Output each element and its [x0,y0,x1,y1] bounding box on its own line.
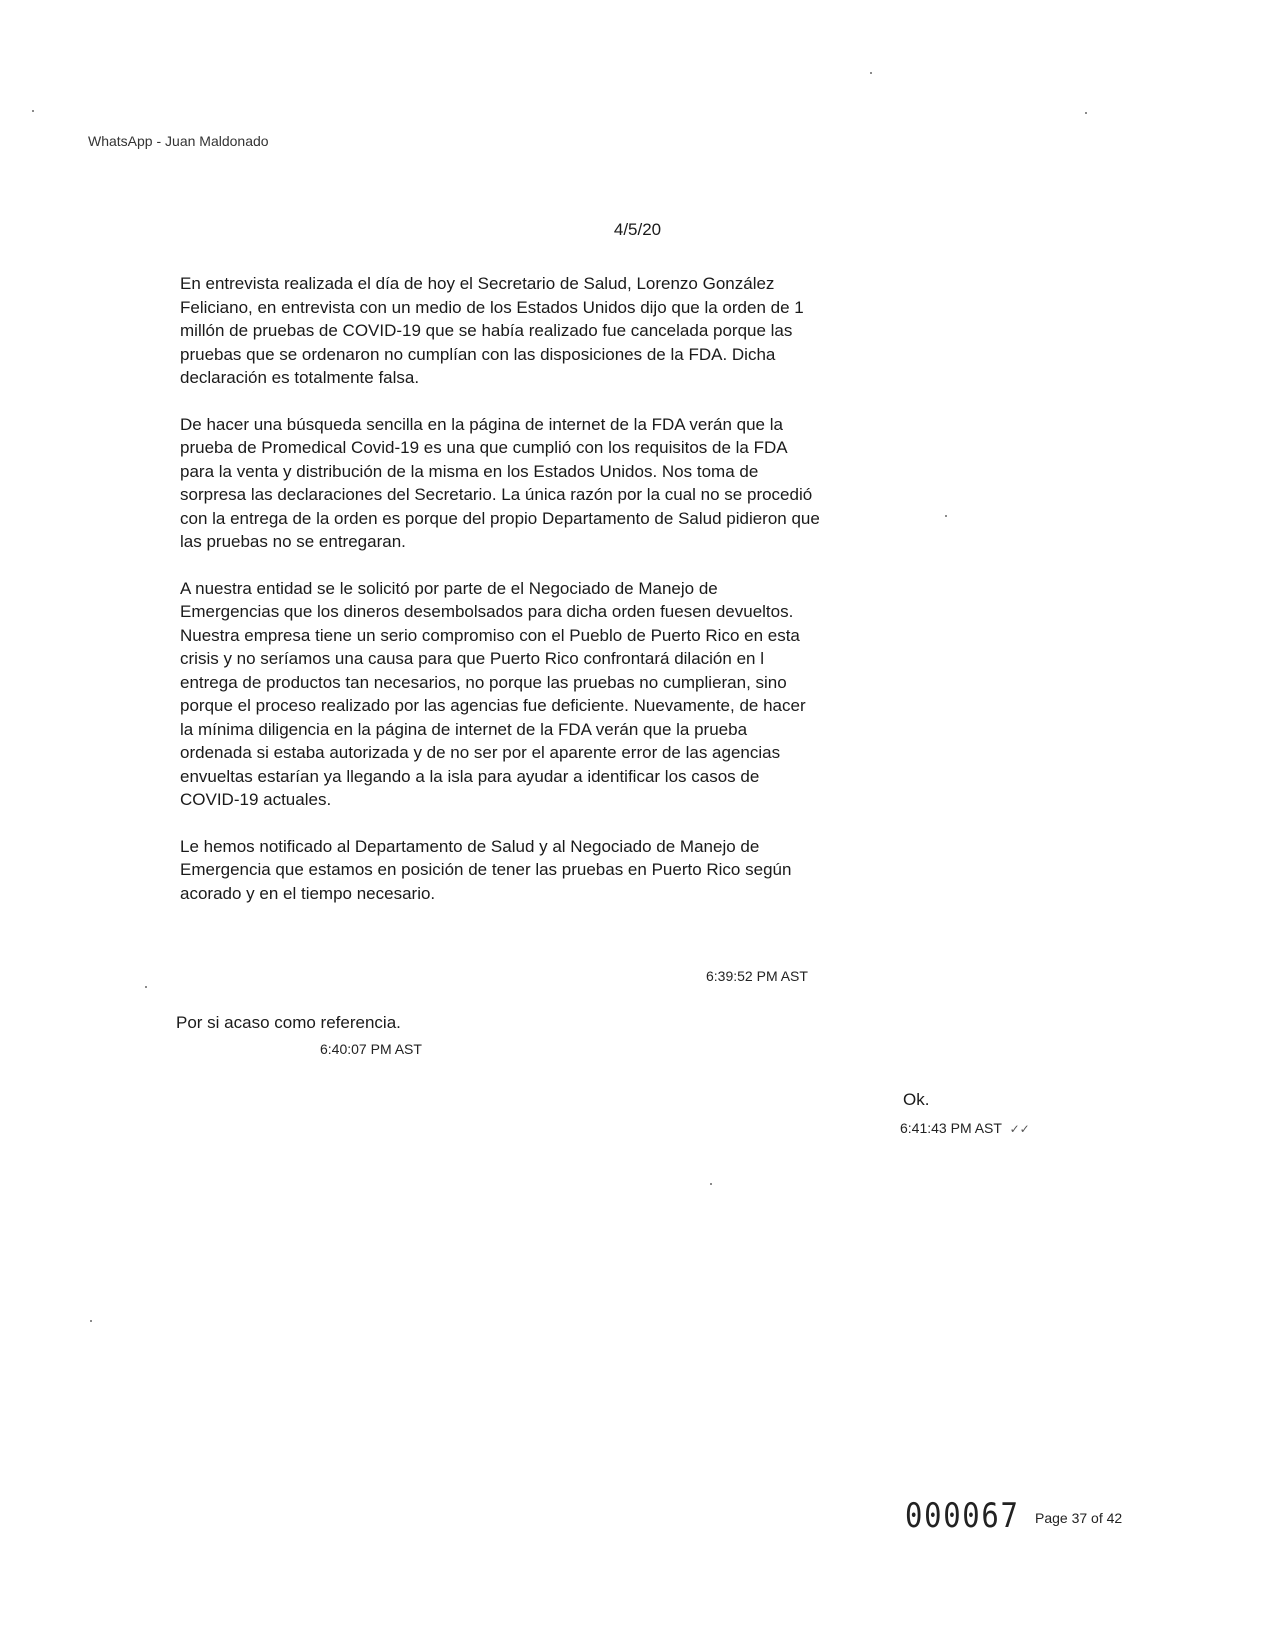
double-check-icon: ✓✓ [1009,1122,1030,1136]
bates-number: 000067 [905,1496,1020,1536]
message-timestamp: 6:39:52 PM AST [706,968,808,984]
incoming-message-long [180,272,820,928]
scan-speck [710,1183,712,1185]
scan-speck [90,1320,92,1322]
page-number: Page 37 of 42 [1035,1510,1123,1526]
scan-speck [145,986,147,988]
message-timestamp-row [900,1120,1030,1136]
message-paragraph: De hacer una búsqueda sencilla en la página de internet de la FDA verán que la prueba de Promedical Covid-19 es una que cumplió con los requisitos de la FDA para la venta y distribución de la misma en los Estados Unidos. Nos toma de sorpresa las declaraciones del Secretario. La única razón por la cual no se procedió con la entrega de la orden es porque del propio Departamento de Salud pidieron que las pruebas no se entregaran. [180,414,820,551]
message-timestamp: 6:41:43 PM AST [900,1120,1002,1136]
scan-speck [945,515,947,517]
message-date: 4/5/20 [613,220,662,239]
outgoing-message: Ok. [903,1090,930,1109]
scan-speck [32,110,34,112]
message-paragraph: Le hemos notificado al Departamento de Salud y al Negociado de Manejo de Emergencia que estamos en posición de tener las pruebas en Puerto Rico según acorado y en el tiempo necesario. [180,836,792,903]
message-paragraph: En entrevista realizada el día de hoy el Secretario de Salud, Lorenzo González Feliciano, en entrevista con un medio de los Estados Unidos dijo que la orden de 1 millón de pruebas de COVID-19 que se había realizado fue cancelada porque las pruebas que se ordenaron no cumplían con las disposiciones de la FDA. Dicha declaración es totalmente falsa. [180,274,804,387]
message-paragraph: A nuestra entidad se le solicitó por parte de el Negociado de Manejo de Emergencias que los dineros desembolsados para dicha orden fuesen devueltos. Nuestra empresa tiene un serio compromiso con el Pueblo de Puerto Rico en esta crisis y no seríamos una causa para que Puerto Rico confrontará dilación en l entrega de productos tan necesarios, no porque las pruebas no cumplieran, sino porque el proceso realizado por las agencias fue deficiente. Nuevamente, de hacer la mínima diligencia en la página de internet de la FDA verán que la prueba ordenada si estaba autorizada y de no ser por el aparente error de las agencias envueltas estarían ya llegando a la isla para ayudar a identificar los casos de COVID-19 actuales. [180,578,806,809]
scan-speck [870,72,872,74]
scan-speck [1085,112,1087,114]
message-timestamp: 6:40:07 PM AST [320,1041,422,1057]
document-header: WhatsApp - Juan Maldonado [88,133,269,149]
incoming-message: Por si acaso como referencia. [176,1013,401,1032]
